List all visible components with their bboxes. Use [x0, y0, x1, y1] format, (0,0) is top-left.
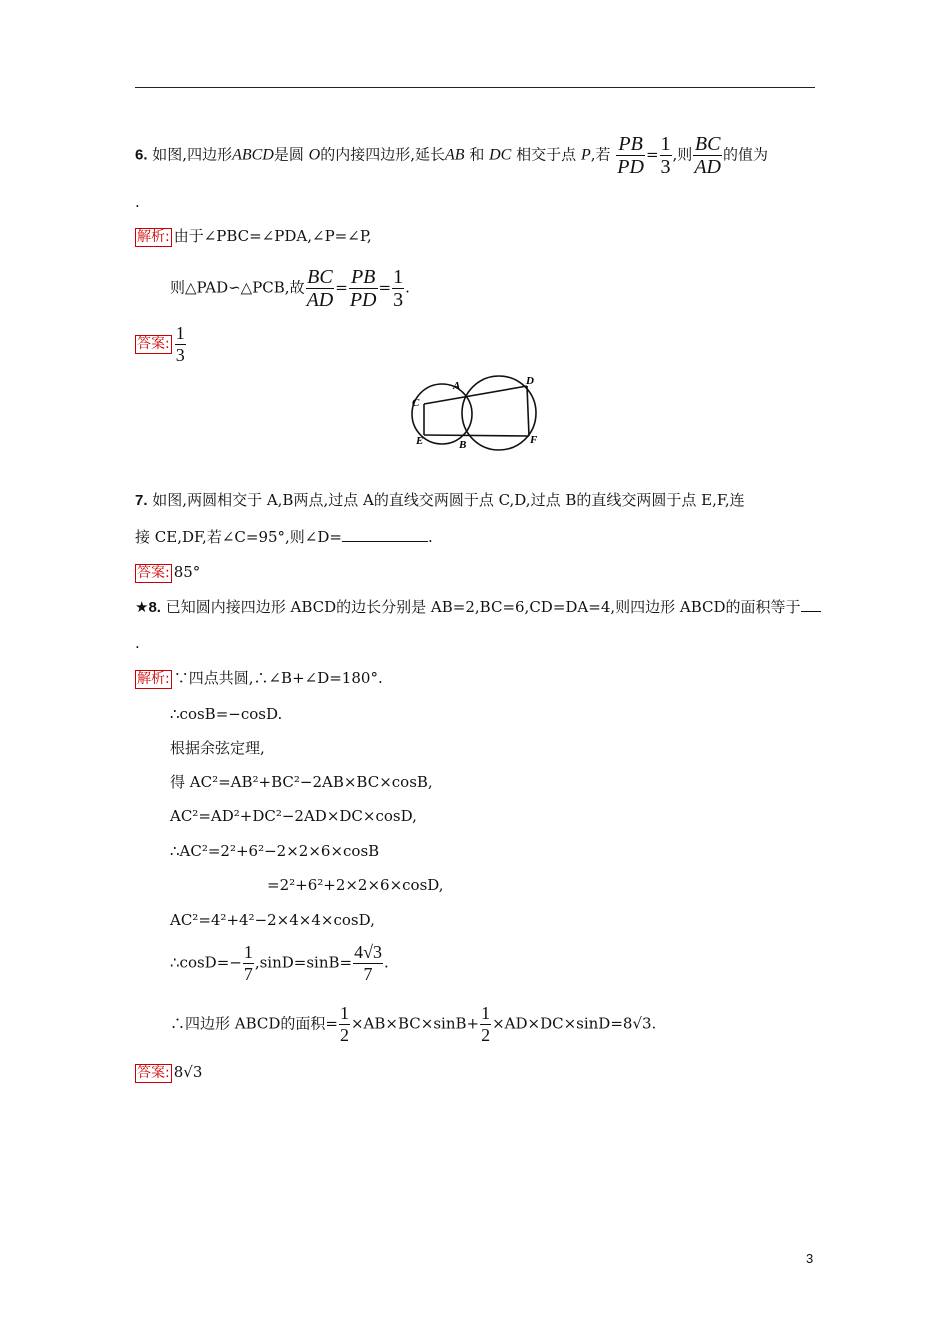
fraction-1-3 [660, 133, 672, 178]
q8-solution-line5: AC²=AD²+DC²−2AD×DC×cosD, [170, 807, 417, 825]
q6-solution-line1 [135, 226, 372, 247]
two-circles-figure [405, 368, 555, 458]
line-cd [424, 386, 527, 404]
solution-text: . [405, 278, 410, 297]
answer-blank [342, 527, 428, 542]
solution-text: ×AB×BC×sinB+ [350, 1014, 480, 1033]
q8-text: 已知圆内接四边形 ABCD的边长分别是 AB=2,BC=6,CD=DA=4,则四边形 ABCD的面积等于 [165, 598, 801, 616]
fraction-denominator: AD [694, 156, 721, 178]
header-rule [135, 87, 815, 88]
q6-var: ABCD [232, 146, 274, 164]
answer-tag: 答案: [137, 336, 170, 352]
line-ef [424, 435, 529, 436]
solution-text: . [384, 953, 389, 972]
fraction-numerator: PB [616, 133, 645, 156]
fraction-numerator: 1 [175, 323, 185, 343]
page-number: 3 [806, 1251, 814, 1266]
answer-value: 85° [173, 563, 201, 581]
fraction-pb-pd [349, 266, 378, 311]
segment-df [527, 386, 529, 436]
solution-text: ∴四边形 ABCD的面积= [170, 1014, 338, 1033]
fraction-numerator: 1 [393, 266, 404, 288]
q6-text: 的值为 [722, 145, 768, 164]
fraction-denominator: 3 [393, 289, 404, 311]
fraction-numerator: 1 [243, 942, 253, 962]
equals-sign: = [645, 145, 659, 164]
q6-number: 6. [135, 146, 148, 164]
fraction-denominator: 3 [175, 345, 185, 365]
q6-text: 如图,四边形 [152, 145, 233, 164]
q8-solution-line9 [170, 942, 389, 985]
q8-solution-line3: 根据余弦定理, [170, 739, 265, 757]
answer-blank [801, 597, 821, 612]
solution-text: 则△PAD∽△PCB,故 [170, 278, 305, 297]
label-b: B [459, 439, 467, 451]
q8-number: 8. [148, 599, 161, 616]
fraction-numerator: 1 [339, 1003, 349, 1023]
answer-tag: 答案: [137, 1064, 170, 1081]
label-a: A [453, 380, 461, 392]
fraction-denominator: PD [349, 289, 377, 311]
q6-text: 的内接四边形,延长 [320, 145, 445, 164]
label-e: E [416, 435, 424, 447]
fraction-denominator: 7 [363, 964, 373, 984]
q6-var: DC [489, 146, 512, 164]
q6-solution-line2: 则△PAD∽△PCB,故 $\frac{BC}{AD}$ = $\frac{PB}{PD}$ = $\frac{1}{3}$ . [170, 266, 410, 311]
q7-text: . [427, 528, 433, 546]
fraction-denominator: 2 [339, 1025, 349, 1045]
star-icon: ★ [135, 598, 149, 616]
fraction-denominator: PD [617, 156, 644, 178]
q8-solution-line7: =2²+6²+2×2×6×cosD, [267, 876, 444, 894]
fraction-bc-ad [306, 266, 335, 311]
q6-var: O [308, 146, 321, 164]
fraction-4sqrt3-7 [353, 942, 383, 985]
fraction-bc-ad [693, 133, 722, 178]
q7-line1 [135, 490, 745, 511]
fraction-numerator: 1 [481, 1003, 491, 1023]
q6-var: P [580, 146, 591, 164]
q6-text: ,则 [672, 145, 693, 164]
label-d: D [526, 375, 534, 387]
q8-solution-line6: ∴AC²=2²+6²−2×2×6×cosB [170, 842, 380, 860]
q6-text: 相交于点 [516, 145, 577, 164]
fraction-numerator: BC [307, 266, 333, 288]
q7-text: 接 CE,DF,若∠C=95°,则∠D= [135, 528, 342, 546]
answer-value: 8√3 [173, 1063, 203, 1081]
fraction-denominator: 7 [243, 964, 253, 984]
solution-text: ∴cosD=− [170, 953, 242, 972]
q8-answer [135, 1062, 202, 1083]
label-c: C [412, 397, 420, 409]
fraction-numerator: PB [349, 266, 378, 289]
q6-text: ,若 [590, 145, 611, 164]
fraction-denominator: AD [306, 289, 334, 311]
analysis-tag: 解析: [137, 228, 170, 245]
q8-line2: . [135, 634, 140, 652]
solution-text: ×AD×DC×sinD=8√3. [492, 1014, 657, 1033]
fraction-numerator: 4√3 [354, 942, 382, 962]
fraction-pb-pd [616, 133, 645, 178]
fraction-1-2 [480, 1003, 491, 1046]
q6-blank-dot: . [135, 193, 140, 211]
q7-answer [135, 562, 200, 583]
q6-line [135, 133, 768, 178]
q7-text: 如图,两圆相交于 A,B两点,过点 A的直线交两圆于点 C,D,过点 B的直线交两圆于点 E,F,连 [152, 491, 745, 509]
q6-text: 和 [469, 145, 485, 164]
fraction-denominator: 3 [660, 156, 671, 178]
q6-var: AB [445, 146, 465, 164]
fraction-numerator: 1 [660, 133, 671, 155]
q8-solution-line1 [135, 668, 383, 689]
q8-line1 [135, 597, 821, 618]
q8-solution-line10 [170, 1003, 656, 1046]
q8-solution-line4: 得 AC²=AB²+BC²−2AB×BC×cosB, [170, 773, 433, 791]
answer-tag: 答案: [137, 564, 170, 581]
q7-line2 [135, 527, 433, 547]
q6-answer [135, 323, 187, 366]
solution-text: 由于∠PBC=∠PDA,∠P=∠P, [173, 227, 372, 245]
fraction-1-3 [392, 266, 404, 311]
fraction-numerator: BC [694, 133, 721, 155]
fraction-denominator: 2 [481, 1025, 491, 1045]
answer-fraction [175, 323, 186, 366]
label-f: F [530, 434, 538, 446]
solution-text: ,sinD=sinB= [254, 953, 353, 972]
fraction-1-7 [243, 942, 254, 985]
q8-solution-line2: ∴cosB=−cosD. [170, 705, 283, 723]
analysis-tag: 解析: [137, 670, 170, 687]
q6-text: 是圆 [273, 145, 304, 164]
solution-text: ∵四点共圆,∴∠B+∠D=180°. [173, 669, 383, 687]
fraction-1-2 [339, 1003, 350, 1046]
q7-number: 7. [135, 492, 148, 509]
q8-solution-line8: AC²=4²+4²−2×4×4×cosD, [170, 911, 375, 929]
